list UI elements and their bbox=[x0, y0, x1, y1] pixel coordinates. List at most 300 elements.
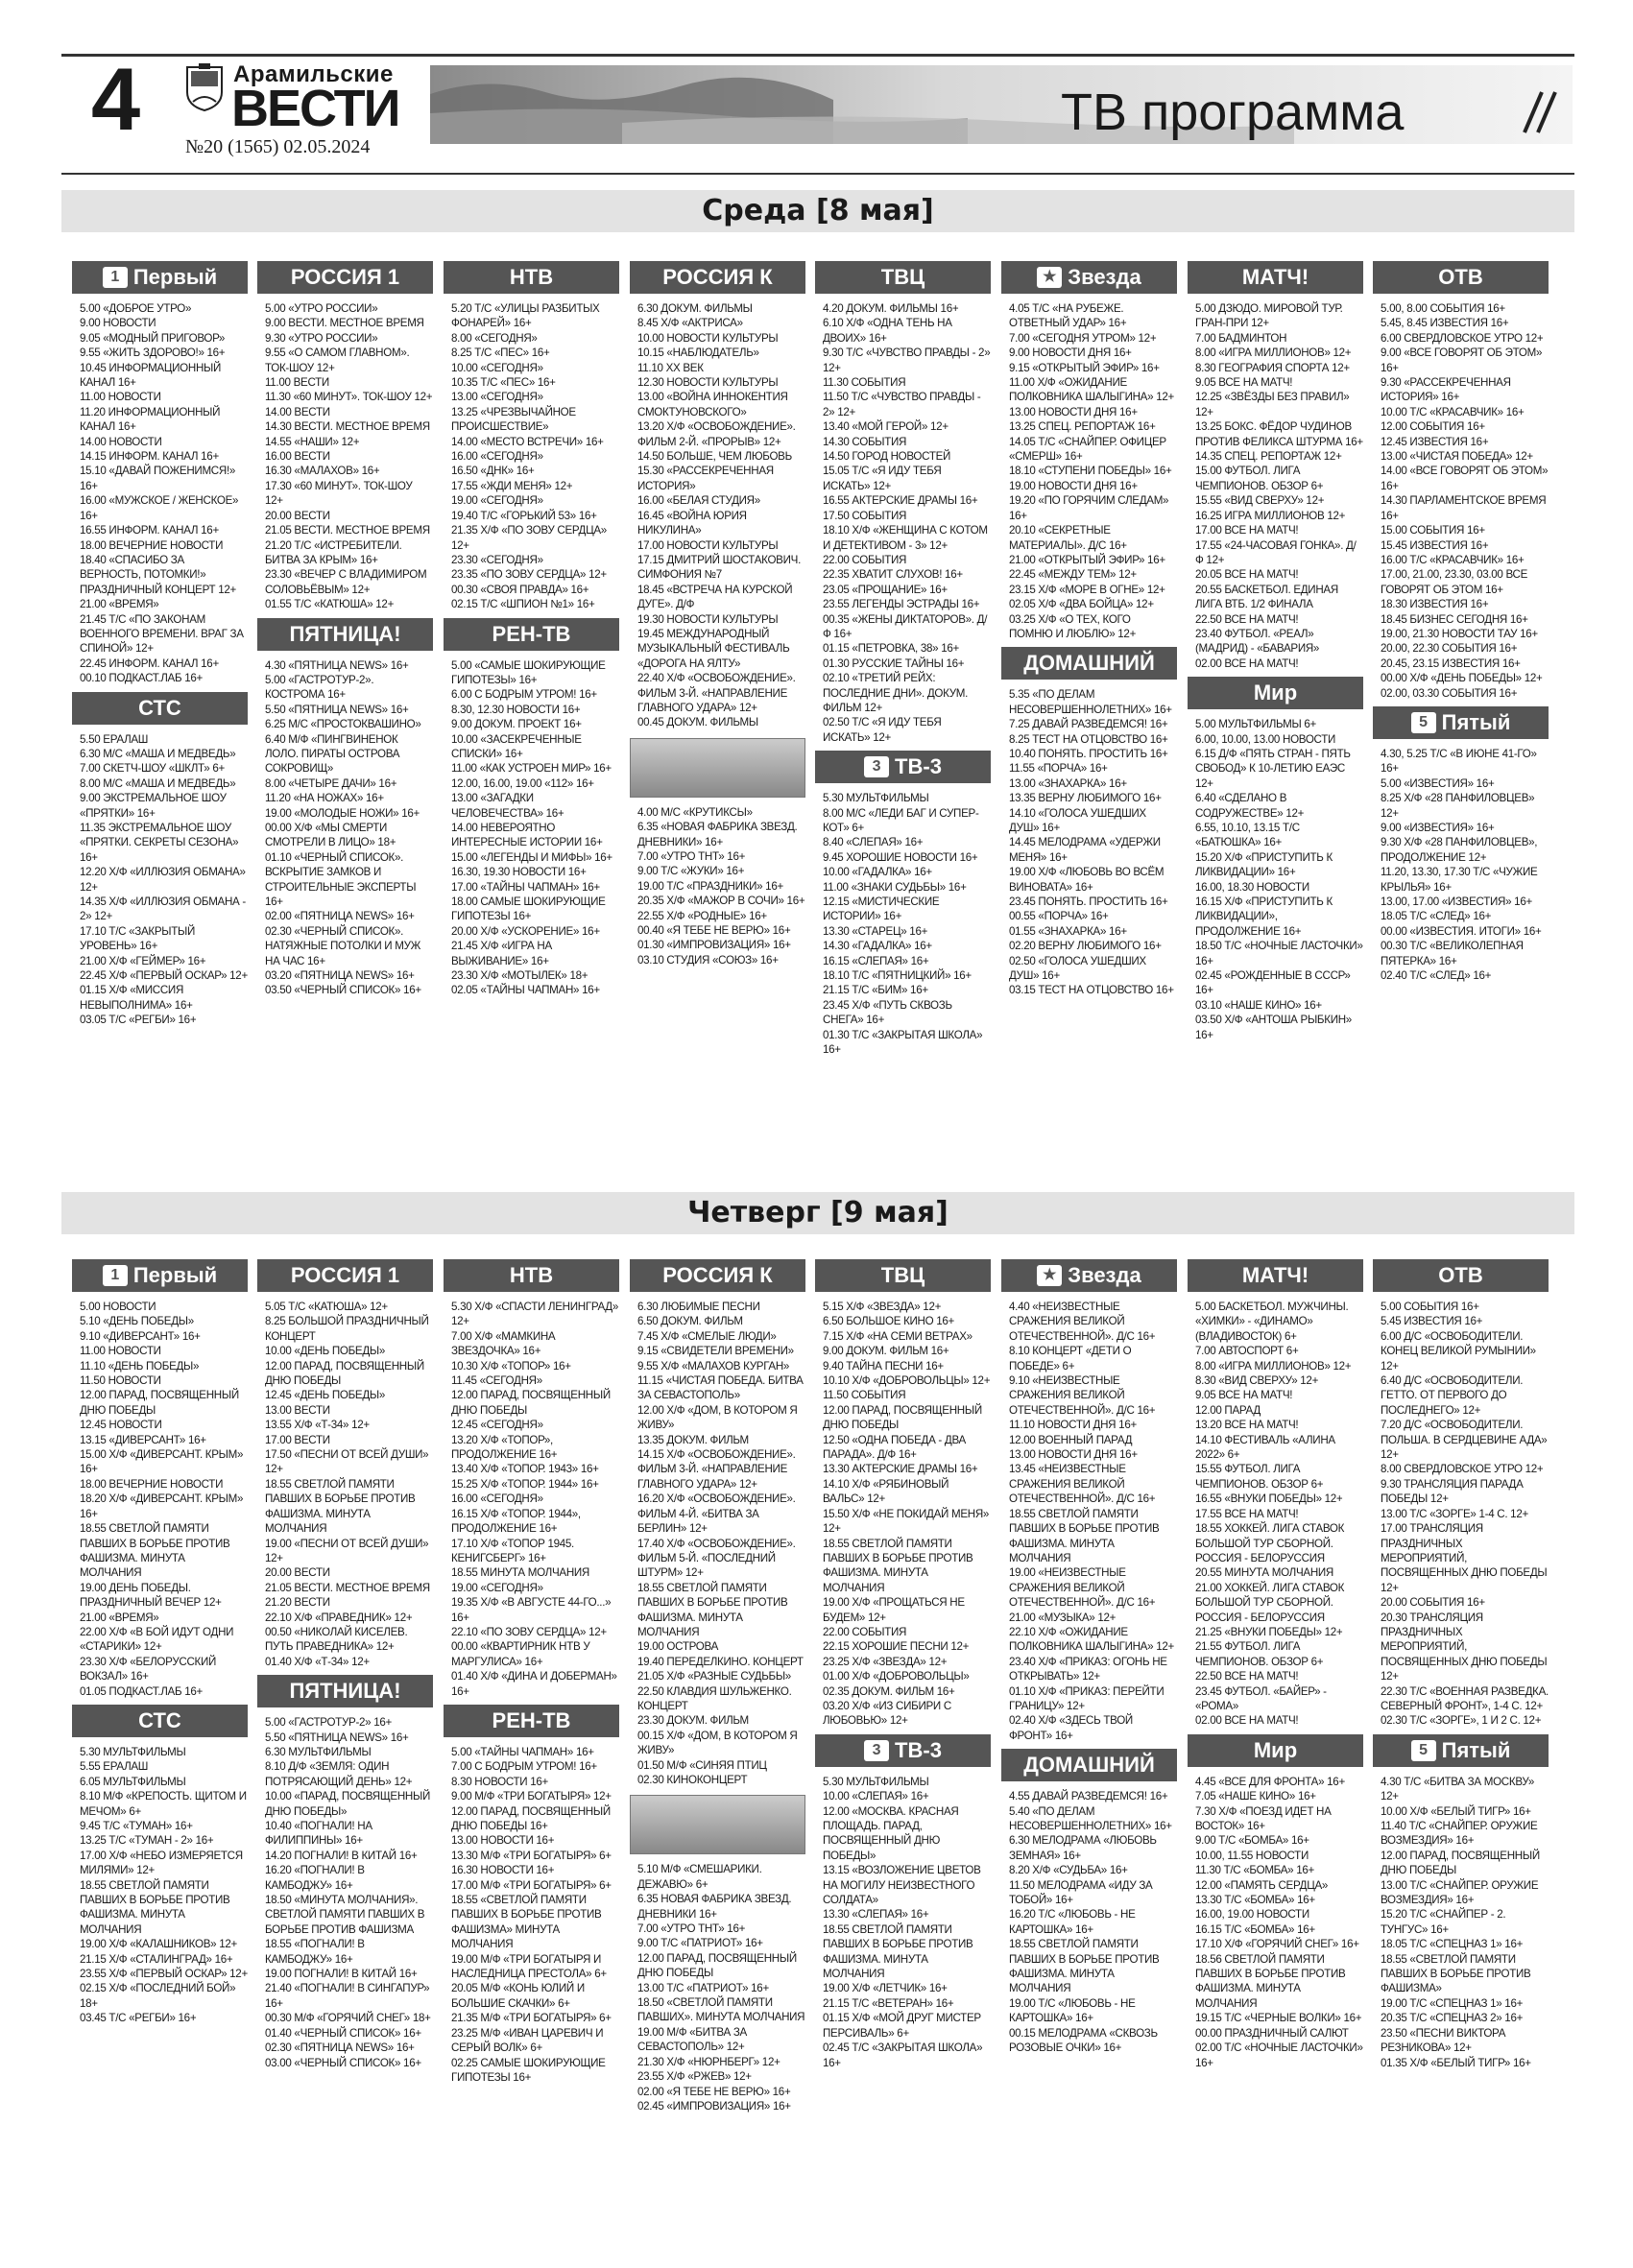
program-item: 16.30 НОВОСТИ 16+ bbox=[451, 1864, 555, 1877]
program-item: 7.00 БАДМИНТОН bbox=[1195, 331, 1287, 345]
program-item: 21.55 ФУТБОЛ. ЛИГА ЧЕМПИОНОВ. ОБЗОР 6+ bbox=[1195, 1640, 1324, 1668]
channel-header: МАТЧ! bbox=[1188, 261, 1363, 294]
program-item: 19.30 НОВОСТИ КУЛЬТУРЫ bbox=[637, 612, 779, 626]
program-item: 22.00 СОБЫТИЯ bbox=[823, 553, 907, 566]
program-list bbox=[257, 1715, 433, 2070]
program-item: 19.15 Т/С «ЧЕРНЫЕ ВОЛКИ» 16+ bbox=[1195, 2012, 1362, 2025]
program-item: 13.00 Т/С «СНАЙПЕР. ОРУЖИЕ ВОЗМЕЗДИЯ» 16+ bbox=[1381, 1878, 1539, 1907]
program-item: 20.00, 22.30 СОБЫТИЯ 16+ bbox=[1381, 642, 1518, 656]
program-item: 13.25 «ЧРЕЗВЫЧАЙНОЕ ПРОИСШЕСТВИЕ» bbox=[451, 405, 576, 434]
tv3-logo-icon: 3 bbox=[864, 756, 889, 777]
program-item: 15.55 «ВИД СВЕРХУ» 12+ bbox=[1195, 494, 1325, 508]
program-item: 14.30 СОБЫТИЯ bbox=[823, 435, 907, 448]
program-item: 19.00 Х/Ф «ЛЮБОВЬ ВО ВСЁМ ВИНОВАТА» 16+ bbox=[1009, 866, 1165, 894]
program-item: 18.55 СВЕТЛОЙ ПАМЯТИ ПАВШИХ В БОРЬБЕ ПРОТИВ ФАШИЗМА. МИНУТА МОЛЧАНИЯ bbox=[637, 1581, 788, 1638]
program-item: 02.05 «ТАЙНЫ ЧАПМАН» 16+ bbox=[451, 984, 600, 997]
double-slash-icon bbox=[1503, 88, 1561, 136]
program-item: 11.40 Т/С «СНАЙПЕР. ОРУЖИЕ ВОЗМЕЗДИЯ» 16+ bbox=[1381, 1820, 1538, 1848]
program-item: 15.55 ФУТБОЛ. ЛИГА ЧЕМПИОНОВ. ОБЗОР 6+ bbox=[1195, 1463, 1324, 1491]
program-item: 9.45 Т/С «ТУМАН» 16+ bbox=[80, 1820, 193, 1832]
program-item: 9.00 Т/С «БОМБА» 16+ bbox=[1195, 1834, 1309, 1848]
tnt-logo-image bbox=[630, 1795, 805, 1854]
program-item: 13.00 НОВОСТИ 16+ bbox=[451, 1834, 555, 1848]
program-item: 9.05 ВСЕ НА МАТЧ! bbox=[1195, 376, 1293, 390]
program-item: 23.25 М/Ф «ИВАН ЦАРЕВИЧ И СЕРЫЙ ВОЛК» 6+ bbox=[451, 2026, 604, 2055]
program-item: 21.20 Т/С «ИСТРЕБИТЕЛИ. БИТВА ЗА КРЫМ» 16+ bbox=[265, 538, 402, 566]
program-item: 17.00, 21.00, 23.30, 03.00 ВСЕ ГОВОРЯТ ОБ ЭТОМ 16+ bbox=[1381, 568, 1528, 596]
program-item: 14.10 ФЕСТИВАЛЬ «АЛИНА 2022» 6+ bbox=[1195, 1433, 1335, 1462]
program-list bbox=[1188, 1775, 1363, 2070]
program-item: 18.55 МИНУТА МОЛЧАНИЯ bbox=[451, 1566, 590, 1580]
program-item: 02.35 ДОКУМ. ФИЛЬМ 16+ bbox=[823, 1684, 955, 1698]
program-item: 22.50 ВСЕ НА МАТЧ! bbox=[1195, 612, 1299, 626]
program-item: 11.50 МЕЛОДРАМА «ИДУ ЗА ТОБОЙ» 16+ bbox=[1009, 1878, 1153, 1907]
program-item: 10.00 «СЕГОДНЯ» bbox=[451, 361, 543, 374]
program-item: 01.30 РУССКИЕ ТАЙНЫ 16+ bbox=[823, 657, 965, 670]
program-item: 21.00 Х/Ф «ГЕЙМЕР» 16+ bbox=[80, 954, 206, 967]
program-item: 19.00 «ПЕСНИ ОТ ВСЕЙ ДУШИ» 12+ bbox=[265, 1537, 429, 1564]
program-item: 9.55 «ЖИТЬ ЗДОРОВО!» 16+ bbox=[80, 346, 226, 360]
program-item: 19.00 ДЕНЬ ПОБЕДЫ. ПРАЗДНИЧНЫЙ ВЕЧЕР 12+ bbox=[80, 1581, 222, 1610]
program-item: 5.30 Х/Ф «СПАСТИ ЛЕНИНГРАД» 12+ bbox=[451, 1301, 619, 1328]
program-item: 02.40 Т/С «СЛЕД» 16+ bbox=[1381, 969, 1492, 983]
channel-header: МАТЧ! bbox=[1188, 1259, 1363, 1292]
program-item: 21.00 «ОТКРЫТЫЙ ЭФИР» 16+ bbox=[1009, 553, 1165, 566]
program-item: 4.30, 5.25 Т/С «В ИЮНЕ 41-ГО» 16+ bbox=[1381, 747, 1537, 776]
program-item: 6.00 Д/С «ОСВОБОДИТЕЛИ. КОНЕЦ ВЕЛИКОЙ РУМЫНИИ» 12+ bbox=[1381, 1329, 1536, 1373]
program-item: 10.40 «ПОГНАЛИ! НА ФИЛИППИНЫ» 16+ bbox=[265, 1820, 372, 1848]
channel-header: ОТВ bbox=[1373, 261, 1549, 294]
program-item: 00.35 «ЖЕНЫ ДИКТАТОРОВ». Д/Ф 16+ bbox=[823, 612, 988, 640]
program-item: 7.05 «НАШЕ КИНО» 16+ bbox=[1195, 1790, 1316, 1803]
program-item: 15.00 ФУТБОЛ. ЛИГА ЧЕМПИОНОВ. ОБЗОР 6+ bbox=[1195, 465, 1324, 492]
channel-column bbox=[1373, 261, 1549, 1189]
program-item: 10.00 «ЗАСЕКРЕЧЕННЫЕ СПИСКИ» 16+ bbox=[451, 732, 582, 760]
channel-header: РОССИЯ К bbox=[630, 1259, 805, 1292]
program-item: 13.00 «ЧИСТАЯ ПОБЕДА» 12+ bbox=[1381, 450, 1533, 464]
program-item: 21.25 «ВНУКИ ПОБЕДЫ» 12+ bbox=[1195, 1625, 1343, 1638]
program-list bbox=[1373, 1300, 1549, 1729]
program-item: 11.00 НОВОСТИ bbox=[80, 1345, 161, 1358]
program-item: 13.25 СПЕЦ. РЕПОРТАЖ 16+ bbox=[1009, 420, 1156, 434]
program-item: 13.00 «СЕГОДНЯ» bbox=[451, 391, 543, 404]
program-item: 12.00 «МОСКВА. КРАСНАЯ ПЛОЩАДЬ. ПАРАД, ПОСВЯЩЕННЫЙ ДНЮ ПОБЕДЫ» bbox=[823, 1804, 959, 1862]
program-item: 4.40 «НЕИЗВЕСТНЫЕ СРАЖЕНИЯ ВЕЛИКОЙ ОТЕЧЕСТВЕННОЙ». Д/С 16+ bbox=[1009, 1301, 1156, 1343]
channel-header: РОССИЯ 1 bbox=[257, 261, 433, 294]
program-item: 7.00 «УТРО ТНТ» 16+ bbox=[637, 1922, 746, 1936]
program-item: 5.00 БАСКЕТБОЛ. МУЖЧИНЫ. «ХИМКИ» - «ДИНАМО» (ВЛАДИВОСТОК) 6+ bbox=[1195, 1301, 1349, 1343]
program-item: 03.25 Х/Ф «О ТЕХ, КОГО ПОМНЮ И ЛЮБЛЮ» 12+ bbox=[1009, 612, 1137, 640]
channel-column bbox=[815, 1259, 991, 2248]
program-item: 23.25 Х/Ф «ЗВЕЗДА» 12+ bbox=[823, 1655, 948, 1668]
program-item: 10.00 «СЛЕПАЯ» 16+ bbox=[823, 1790, 929, 1803]
program-item: 18.10 Х/Ф «ЖЕНЩИНА С КОТОМ И ДЕТЕКТИВОМ - 3» 12+ bbox=[823, 524, 988, 552]
program-item: 8.00 «СЕГОДНЯ» bbox=[451, 331, 538, 345]
program-list bbox=[444, 658, 619, 998]
program-item: 12.00 Х/Ф «ДОМ, В КОТОРОМ Я ЖИВУ» bbox=[637, 1403, 798, 1432]
program-item: 15.05 Т/С «Я ИДУ ТЕБЯ ИСКАТЬ» 12+ bbox=[823, 465, 942, 492]
program-item: 01.55 Т/С «КАТЮША» 12+ bbox=[265, 598, 395, 611]
program-item: 17.00 Х/Ф «НЕБО ИЗМЕРЯЕТСЯ МИЛЯМИ» 12+ bbox=[80, 1849, 243, 1877]
program-item: 02.30 КИНОКОНЦЕРТ bbox=[637, 1774, 748, 1786]
program-list bbox=[815, 1300, 991, 1729]
program-item: 15.20 Х/Ф «ПРИСТУПИТЬ К ЛИКВИДАЦИИ» 16+ bbox=[1195, 850, 1333, 879]
program-item: 9.00 ДОКУМ. ПРОЕКТ 16+ bbox=[451, 718, 582, 731]
program-item: 22.00 Х/Ф «В БОЙ ИДУТ ОДНИ «СТАРИКИ» 12+ bbox=[80, 1625, 234, 1654]
program-item: 21.05 Х/Ф «РАЗНЫЕ СУДЬБЫ» bbox=[637, 1670, 791, 1683]
program-item: 8.00 М/С «ЛЕДИ БАГ И СУПЕР-КОТ» 6+ bbox=[823, 806, 979, 834]
program-item: 16.00 ВЕСТИ bbox=[265, 450, 330, 464]
program-item: 12.00 ПАРАД, ПОСВЯЩЕННЫЙ ДНЮ ПОБЕДЫ bbox=[823, 1403, 982, 1432]
program-item: 6.15 Д/Ф «ПЯТЬ СТРАН - ПЯТЬ СВОБОД» К 10-ЛЕТИЮ ЕАЭС 12+ bbox=[1195, 747, 1351, 790]
program-item: 02.00 ВСЕ НА МАТЧ! bbox=[1195, 657, 1299, 670]
program-item: 23.30 ДОКУМ. ФИЛЬМ bbox=[637, 1714, 749, 1728]
program-item: 11.45 «СЕГОДНЯ» bbox=[451, 1374, 542, 1388]
program-item: 00.10 ПОДКАСТ.ЛАБ 16+ bbox=[80, 672, 203, 685]
channel-header: ОТВ bbox=[1373, 1259, 1549, 1292]
program-item: 17.55 ВСЕ НА МАТЧ! bbox=[1195, 1507, 1299, 1520]
program-item: 8.00 «ЧЕТЫРЕ ДАЧИ» 16+ bbox=[265, 776, 397, 790]
channel-column bbox=[444, 1259, 619, 2248]
program-item: 12.00 ПАРАД, ПОСВЯЩЕННЫЙ ДНЮ ПОБЕДЫ bbox=[637, 1951, 797, 1980]
program-item: 00.00 Х/Ф «МЫ СМЕРТИ СМОТРЕЛИ В ЛИЦО» 18+ bbox=[265, 822, 396, 849]
program-item: 12.15 «МИСТИЧЕСКИЕ ИСТОРИИ» 16+ bbox=[823, 895, 940, 923]
channel-column bbox=[257, 261, 433, 1189]
program-item: 21.20 ВЕСТИ bbox=[265, 1596, 330, 1610]
program-item: 19.00 «СЕГОДНЯ» bbox=[451, 494, 543, 508]
program-item: 13.40 «МОЙ ГЕРОЙ» 12+ bbox=[823, 420, 949, 434]
program-item: 5.35 «ПО ДЕЛАМ НЕСОВЕРШЕННОЛЕТНИХ» 16+ bbox=[1009, 688, 1172, 716]
program-item: 10.45 ИНФОРМАЦИОННЫЙ КАНАЛ 16+ bbox=[80, 361, 222, 390]
program-item: 02.15 Т/С «ШПИОН №1» 16+ bbox=[451, 598, 595, 611]
program-item: 17.10 Х/Ф «ТОПОР 1945. КЕНИГСБЕРГ» 16+ bbox=[451, 1537, 574, 1564]
program-item: 6.40 М/Ф «ПИНГВИНЕНОК ЛОЛО. ПИРАТЫ ОСТРОВА СОКРОВИЩ» bbox=[265, 732, 400, 776]
program-item: 10.35 Т/С «ПЕС» 16+ bbox=[451, 376, 556, 390]
program-item: 00.30 «СВОЯ ПРАВДА» 16+ bbox=[451, 583, 589, 596]
program-item: 7.30 Х/Ф «ПОЕЗД ИДЕТ НА ВОСТОК» 16+ bbox=[1195, 1804, 1332, 1832]
newspaper-logo bbox=[185, 58, 416, 158]
program-item: 00.00 ПРАЗДНИЧНЫЙ САЛЮТ bbox=[1195, 2026, 1349, 2040]
program-item: 20.05 М/Ф «КОНЬ ЮЛИЙ И БОЛЬШИЕ СКАЧКИ» 6+ bbox=[451, 1982, 585, 2010]
program-item: 01.15 Х/Ф «МИССИЯ НЕВЫПОЛНИМА» 16+ bbox=[80, 984, 193, 1012]
program-item: 13.35 ДОКУМ. ФИЛЬМ bbox=[637, 1433, 749, 1446]
program-item: 20.00 СОБЫТИЯ 16+ bbox=[1381, 1596, 1485, 1610]
program-item: 18.55 СВЕТЛОЙ ПАМЯТИ ПАВШИХ В БОРЬБЕ ПРОТИВ ФАШИЗМА. МИНУТА МОЛЧАНИЯ bbox=[80, 1522, 230, 1580]
program-item: 23.35 «ПО ЗОВУ СЕРДЦА» 12+ bbox=[451, 568, 607, 582]
program-item: 9.15 «ОТКРЫТЫЙ ЭФИР» 16+ bbox=[1009, 361, 1160, 374]
program-item: 22.45 Х/Ф «ПЕРВЫЙ ОСКАР» 12+ bbox=[80, 969, 248, 983]
program-item: 03.20 Х/Ф «ИЗ СИБИРИ С ЛЮБОВЬЮ» 12+ bbox=[823, 1699, 951, 1728]
program-item: 14.30 «ГАДАЛКА» 16+ bbox=[823, 940, 932, 953]
channel-column bbox=[1001, 1259, 1177, 2248]
program-item: 18.50 «МИНУТА МОЛЧАНИЯ». СВЕТЛОЙ ПАМЯТИ ПАВШИХ В БОРЬБЕ ПРОТИВ ФАШИЗМА bbox=[265, 1894, 425, 1936]
program-item: 21.45 Х/Ф «ИГРА НА ВЫЖИВАНИЕ» 16+ bbox=[451, 940, 552, 967]
program-item: 02.45 Т/С «ЗАКРЫТАЯ ШКОЛА» 16+ bbox=[823, 2041, 983, 2069]
program-item: 20.35 Х/Ф «МАЖОР В СОЧИ» 16+ bbox=[637, 895, 805, 908]
program-item: 12.00 ПАРАД, ПОСВЯЩЕННЫЙ ДНЮ ПОБЕДЫ bbox=[265, 1359, 424, 1388]
program-item: 9.00 М/Ф «ТРИ БОГАТЫРЯ» 12+ bbox=[451, 1790, 612, 1803]
tv3-logo-icon: 3 bbox=[864, 1740, 889, 1761]
program-item: 02.45 «ИМПРОВИЗАЦИЯ» 16+ bbox=[637, 2099, 791, 2113]
program-item: 15.00 СОБЫТИЯ 16+ bbox=[1381, 524, 1485, 537]
program-item: 17.00 М/Ф «ТРИ БОГАТЫРЯ» 6+ bbox=[451, 1878, 612, 1892]
program-item: 03.10 СТУДИЯ «СОЮЗ» 16+ bbox=[637, 953, 779, 967]
program-item: 11.00 «КАК УСТРОЕН МИР» 16+ bbox=[451, 762, 612, 776]
program-item: 23.30 «СЕГОДНЯ» bbox=[451, 553, 543, 566]
program-item: 20.00 Х/Ф «УСКОРЕНИЕ» 16+ bbox=[451, 924, 600, 938]
program-item: 11.15 «ЧИСТАЯ ПОБЕДА. БИТВА ЗА СЕВАСТОПОЛЬ» bbox=[637, 1374, 804, 1402]
program-item: 10.00 Х/Ф «БЕЛЫЙ ТИГР» 16+ bbox=[1381, 1804, 1531, 1818]
program-item: 19.40 Т/С «ГОРЬКИЙ 53» 16+ bbox=[451, 509, 597, 522]
program-item: 18.55 СВЕТЛОЙ ПАМЯТИ ПАВШИХ В БОРЬБЕ ПРОТИВ ФАШИЗМА. МИНУТА МОЛЧАНИЯ bbox=[823, 1537, 973, 1594]
program-item: 10.00, 11.55 НОВОСТИ bbox=[1195, 1849, 1309, 1862]
program-item: 13.55 Х/Ф «Т-34» 12+ bbox=[265, 1419, 370, 1432]
program-item: 00.00 «ИЗВЕСТИЯ. ИТОГИ» 16+ bbox=[1381, 924, 1542, 938]
program-item: 13.00 Т/С «ПАТРИОТ» 16+ bbox=[637, 1981, 769, 1994]
program-item: 22.50 ВСЕ НА МАТЧ! bbox=[1195, 1670, 1299, 1683]
program-item: 8.10 Д/Ф «ЗЕМЛЯ: ОДИН ПОТРЯСАЮЩИЙ ДЕНЬ» 12+ bbox=[265, 1760, 413, 1788]
program-item: 5.00 ДЗЮДО. МИРОВОЙ ТУР. ГРАН-ПРИ 12+ bbox=[1195, 302, 1343, 330]
program-item: 20.00 ВЕСТИ bbox=[265, 509, 330, 522]
program-item: 20.45, 23.15 ИЗВЕСТИЯ 16+ bbox=[1381, 657, 1521, 670]
program-item: 4.00 М/С «КРУТИКСЫ» bbox=[637, 805, 753, 819]
program-item: 8.25 Х/Ф «28 ПАНФИЛОВЦЕВ» 12+ bbox=[1381, 792, 1535, 820]
program-item: 00.30 Т/С «ВЕЛИКОЛЕПНАЯ ПЯТЕРКА» 16+ bbox=[1381, 940, 1524, 967]
program-item: 14.10 Х/Ф «РЯБИНОВЫЙ ВАЛЬС» 12+ bbox=[823, 1477, 949, 1506]
program-item: 6.30 ЛЮБИМЫЕ ПЕСНИ bbox=[637, 1301, 760, 1313]
program-item: 14.00 НЕВЕРОЯТНО ИНТЕРЕСНЫЕ ИСТОРИИ 16+ bbox=[451, 822, 603, 849]
program-item: 14.10 «ГОЛОСА УШЕДШИХ ДУШ» 16+ bbox=[1009, 806, 1146, 834]
program-item: 15.00 «ЛЕГЕНДЫ И МИФЫ» 16+ bbox=[451, 850, 612, 864]
channel-header: ТВЦ bbox=[815, 261, 991, 294]
program-item: 19.00 «НЕИЗВЕСТНЫЕ СРАЖЕНИЯ ВЕЛИКОЙ ОТЕЧЕСТВЕННОЙ». Д/С 16+ bbox=[1009, 1566, 1156, 1610]
program-list bbox=[630, 805, 805, 967]
program-item: 13.20 ВСЕ НА МАТЧ! bbox=[1195, 1419, 1299, 1432]
program-item: 21.00 «ВРЕМЯ» bbox=[80, 1611, 159, 1624]
program-item: 22.10 «ПО ЗОВУ СЕРДЦА» 12+ bbox=[451, 1625, 607, 1638]
program-item: 9.00 Т/С «ПАТРИОТ» 16+ bbox=[637, 1937, 763, 1950]
program-item: 19.35 Х/Ф «В АВГУСТЕ 44-ГО...» 16+ bbox=[451, 1596, 612, 1624]
program-item: 9.55 «О САМОМ ГЛАВНОМ». ТОК-ШОУ 12+ bbox=[265, 346, 410, 374]
program-item: 13.35 ВЕРНУ ЛЮБИМОГО 16+ bbox=[1009, 792, 1162, 805]
program-item: 13.00 НОВОСТИ ДНЯ 16+ bbox=[1009, 1448, 1138, 1462]
program-list bbox=[1001, 687, 1177, 998]
program-item: 5.50 «ПЯТНИЦА NEWS» 16+ bbox=[265, 1731, 409, 1744]
program-item: 17.50 СОБЫТИЯ bbox=[823, 509, 907, 522]
channel-header: ТВЦ bbox=[815, 1259, 991, 1292]
program-item: 8.30 НОВОСТИ 16+ bbox=[451, 1775, 549, 1788]
program-item: 01.15 Х/Ф «МОЙ ДРУГ МИСТЕР ПЕРСИВАЛЬ» 6+ bbox=[823, 2012, 981, 2040]
program-list bbox=[1001, 301, 1177, 641]
program-item: 11.20 ИНФОРМАЦИОННЫЙ КАНАЛ 16+ bbox=[80, 405, 221, 434]
program-item: 5.00 СОБЫТИЯ 16+ bbox=[1381, 1301, 1479, 1313]
program-item: 7.00 СКЕТЧ-ШОУ «ШКЛТ» 6+ bbox=[80, 762, 225, 776]
program-item: 14.00 ВЕСТИ bbox=[265, 405, 330, 418]
program-item: 4.30 «ПЯТНИЦА NEWS» 16+ bbox=[265, 658, 409, 672]
program-item: 20.00 ВЕСТИ bbox=[265, 1566, 330, 1580]
program-item: 7.00 АВТОСПОРТ 6+ bbox=[1195, 1345, 1299, 1358]
coat-of-arms-icon bbox=[185, 63, 224, 111]
program-item: 01.05 ПОДКАСТ.ЛАБ 16+ bbox=[80, 1684, 203, 1698]
program-item: 9.00 ЭКСТРЕМАЛЬНОЕ ШОУ «ПРЯТКИ» 16+ bbox=[80, 792, 227, 820]
program-item: 14.15 ИНФОРМ. КАНАЛ 16+ bbox=[80, 450, 219, 464]
program-item: 03.05 Т/С «РЕГБИ» 16+ bbox=[80, 1014, 197, 1027]
program-item: 14.30 ВЕСТИ. МЕСТНОЕ ВРЕМЯ bbox=[265, 420, 430, 434]
program-item: 16.45 «ВОЙНА ЮРИЯ НИКУЛИНА» bbox=[637, 509, 747, 537]
program-item: 18.55 СВЕТЛОЙ ПАМЯТИ ПАВШИХ В БОРЬБЕ ПРОТИВ ФАШИЗМА. МИНУТА МОЛЧАНИЯ bbox=[1009, 1938, 1160, 1995]
program-item: 11.35 ЭКСТРЕМАЛЬНОЕ ШОУ «ПРЯТКИ. СЕКРЕТЫ СЕЗОНА» 16+ bbox=[80, 822, 239, 864]
program-item: 02.00 «Я ТЕБЕ НЕ ВЕРЮ» 16+ bbox=[637, 2085, 791, 2098]
program-item: 8.40 «СЛЕПАЯ» 16+ bbox=[823, 836, 924, 849]
program-item: 18.00 ВЕЧЕРНИЕ НОВОСТИ bbox=[80, 1477, 224, 1491]
program-item: 8.45 Х/Ф «АКТРИСА» bbox=[637, 317, 743, 330]
program-item: 9.30 «УТРО РОССИИ» bbox=[265, 331, 378, 345]
program-item: 10.00 Т/С «КРАСАВЧИК» 16+ bbox=[1381, 405, 1525, 418]
channel-header: ПЯТНИЦА! bbox=[257, 1675, 433, 1707]
program-item: 23.45 Х/Ф «ПУТЬ СКВОЗЬ СНЕГА» 16+ bbox=[823, 998, 952, 1027]
program-item: 10.00 НОВОСТИ КУЛЬТУРЫ bbox=[637, 331, 779, 345]
program-item: 5.30 МУЛЬТФИЛЬМЫ bbox=[80, 1745, 186, 1758]
program-item: 14.50 ГОРОД НОВОСТЕЙ bbox=[823, 450, 951, 464]
page-number: 4 bbox=[91, 51, 141, 149]
program-item: 22.10 Х/Ф «ПРАВЕДНИК» 12+ bbox=[265, 1611, 413, 1624]
program-item: 21.40 «ПОГНАЛИ! В СИНГАПУР» 16+ bbox=[265, 1982, 430, 2010]
program-item: 5.00, 8.00 СОБЫТИЯ 16+ bbox=[1381, 302, 1505, 315]
program-item: 5.00 «ГАСТРОТУР-2». КОСТРОМА 16+ bbox=[265, 673, 374, 702]
program-item: 02.50 Т/С «Я ИДУ ТЕБЯ ИСКАТЬ» 12+ bbox=[823, 716, 942, 744]
channel-column bbox=[815, 261, 991, 1189]
program-item: 02.30 Т/С «ЗОРГЕ», 1 И 2 С. 12+ bbox=[1381, 1714, 1542, 1728]
program-item: 7.45 Х/Ф «СМЕЛЫЕ ЛЮДИ» bbox=[637, 1329, 777, 1343]
channel-header: СТС bbox=[72, 692, 248, 725]
program-list bbox=[444, 1745, 619, 2085]
program-item: 10.40 ПОНЯТЬ. ПРОСТИТЬ 16+ bbox=[1009, 747, 1168, 760]
program-item: 17.30 «60 МИНУТ». ТОК-ШОУ 12+ bbox=[265, 479, 413, 508]
program-item: 9.00 НОВОСТИ ДНЯ 16+ bbox=[1009, 346, 1132, 360]
program-item: 02.15 Х/Ф «ПОСЛЕДНИЙ БОЙ» 18+ bbox=[80, 1982, 236, 2010]
program-item: 19.00 М/Ф «БИТВА ЗА СЕВАСТОПОЛЬ» 12+ bbox=[637, 2025, 747, 2054]
program-item: 5.10 «ДЕНЬ ПОБЕДЫ» bbox=[80, 1315, 194, 1328]
program-item: 9.00 «ВСЕ ГОВОРЯТ ОБ ЭТОМ» 16+ bbox=[1381, 346, 1543, 374]
program-item: 4.55 ДАВАЙ РАЗВЕДЕМСЯ! 16+ bbox=[1009, 1790, 1168, 1803]
program-item: 5.00 «САМЫЕ ШОКИРУЮЩИЕ ГИПОТЕЗЫ» 16+ bbox=[451, 658, 606, 686]
program-item: 9.30 «РАССЕКРЕЧЕННАЯ ИСТОРИЯ» 16+ bbox=[1381, 376, 1511, 404]
program-item: 11.20 «НА НОЖАХ» 16+ bbox=[265, 792, 384, 805]
program-item: 17.15 ДМИТРИЙ ШОСТАКОВИЧ. СИМФОНИЯ №7 bbox=[637, 553, 801, 582]
program-list bbox=[444, 301, 619, 612]
program-item: 17.00 ТРАНСЛЯЦИЯ ПРАЗДНИЧНЫХ МЕРОПРИЯТИЙ, ПОСВЯЩЕННЫХ ДНЮ ПОБЕДЫ 12+ bbox=[1381, 1522, 1548, 1594]
program-item: 00.45 ДОКУМ. ФИЛЬМЫ bbox=[637, 716, 758, 729]
program-item: 12.00 ПАРАД, ПОСВЯЩЕННЫЙ ДНЮ ПОБЕДЫ bbox=[451, 1389, 611, 1417]
program-item: 17.55 «24-ЧАСОВАЯ ГОНКА». Д/Ф 12+ bbox=[1195, 538, 1357, 566]
program-item: 12.45 «СЕГОДНЯ» bbox=[451, 1419, 543, 1432]
channel-header: ★ Звезда bbox=[1001, 261, 1177, 294]
program-item: 15.25 Х/Ф «ТОПОР. 1944» 16+ bbox=[451, 1477, 599, 1491]
program-item: 02.00 «ПЯТНИЦА NEWS» 16+ bbox=[265, 910, 415, 923]
program-item: 9.05 ВСЕ НА МАТЧ! bbox=[1195, 1389, 1293, 1402]
program-item: 6.50 БОЛЬШОЕ КИНО 16+ bbox=[823, 1315, 955, 1328]
program-item: 02.20 ВЕРНУ ЛЮБИМОГО 16+ bbox=[1009, 940, 1162, 953]
program-item: 01.30 Т/С «ЗАКРЫТАЯ ШКОЛА» 16+ bbox=[823, 1028, 983, 1057]
program-item: 15.50 Х/Ф «НЕ ПОКИДАЙ МЕНЯ» 12+ bbox=[823, 1507, 990, 1536]
program-item: 01.35 Х/Ф «БЕЛЫЙ ТИГР» 16+ bbox=[1381, 2056, 1531, 2069]
section-title: ТВ программа bbox=[1061, 84, 1405, 141]
program-item: 11.00 «ЗНАКИ СУДЬБЫ» 16+ bbox=[823, 880, 967, 894]
day-header-thursday: Четверг [9 мая] bbox=[61, 1192, 1574, 1234]
program-list bbox=[1188, 301, 1363, 671]
program-item: 19.00 Х/Ф «ЛЕТЧИК» 16+ bbox=[823, 1982, 948, 1995]
program-item: 18.05 Т/С «СПЕЦНАЗ 1» 16+ bbox=[1381, 1938, 1524, 1951]
program-item: 7.20 Д/С «ОСВОБОДИТЕЛИ. ПОЛЬША. В СЕРДЦЕВИНЕ АДА» 12+ bbox=[1381, 1419, 1548, 1462]
program-item: 5.00 «ТАЙНЫ ЧАПМАН» 16+ bbox=[451, 1745, 594, 1758]
program-item: 23.55 Х/Ф «ПЕРВЫЙ ОСКАР» 12+ bbox=[80, 1968, 248, 1981]
program-item: 16.15 «СЛЕПАЯ» 16+ bbox=[823, 954, 929, 967]
channel-header: Мир bbox=[1188, 1734, 1363, 1767]
star-icon: ★ bbox=[1037, 1265, 1062, 1286]
program-item: 19.45 МЕЖДУНАРОДНЫЙ МУЗЫКАЛЬНЫЙ ФЕСТИВАЛЬ «ДОРОГА НА ЯЛТУ» bbox=[637, 627, 790, 670]
program-list bbox=[257, 658, 433, 998]
program-item: 8.20 Х/Ф «СУДЬБА» 16+ bbox=[1009, 1864, 1128, 1877]
program-item: 12.00 ВОЕННЫЙ ПАРАД bbox=[1009, 1433, 1133, 1446]
program-item: 14.35 Х/Ф «ИЛЛЮЗИЯ ОБМАНА - 2» 12+ bbox=[80, 895, 246, 923]
program-item: 12.20 Х/Ф «ИЛЛЮЗИЯ ОБМАНА» 12+ bbox=[80, 866, 246, 894]
program-item: 21.00 ХОККЕЙ. ЛИГА СТАВОК БОЛЬШОЙ ТУР СБОРНОЙ. РОССИЯ - БЕЛОРУССИЯ bbox=[1195, 1581, 1345, 1624]
program-item: 8.30 ГЕОГРАФИЯ СПОРТА 12+ bbox=[1195, 361, 1350, 374]
program-item: 19.00 Х/Ф «ПРОЩАТЬСЯ НЕ БУДЕМ» 12+ bbox=[823, 1596, 965, 1624]
program-item: 02.30 «ЧЕРНЫЙ СПИСОК». НАТЯЖНЫЕ ПОТОЛКИ И МУЖ НА ЧАС 16+ bbox=[265, 924, 421, 967]
program-item: 5.45, 8.45 ИЗВЕСТИЯ 16+ bbox=[1381, 317, 1509, 330]
program-item: 9.05 «МОДНЫЙ ПРИГОВОР» bbox=[80, 331, 226, 345]
program-item: 13.00, 17.00 «ИЗВЕСТИЯ» 16+ bbox=[1381, 895, 1532, 909]
program-item: 9.00 Т/С «ЖУКИ» 16+ bbox=[637, 865, 745, 878]
program-item: 5.50 «ПЯТНИЦА NEWS» 16+ bbox=[265, 703, 409, 716]
program-item: 13.40 Х/Ф «ТОПОР. 1943» 16+ bbox=[451, 1463, 599, 1476]
program-item: 6.00 С БОДРЫМ УТРОМ! 16+ bbox=[451, 688, 597, 702]
program-item: 19.00 Т/С «ПРАЗДНИКИ» 16+ bbox=[637, 879, 783, 893]
program-item: 19.00 ОСТРОВА bbox=[637, 1640, 718, 1654]
program-item: 19.00 Т/С «ЛЮБОВЬ - НЕ КАРТОШКА» 16+ bbox=[1009, 1996, 1136, 2025]
program-item: 10.00 «ГАДАЛКА» 16+ bbox=[823, 866, 932, 879]
five-logo-icon: 5 bbox=[1411, 1740, 1436, 1761]
channel-column bbox=[1373, 1259, 1549, 2248]
program-item: 11.10 «ДЕНЬ ПОБЕДЫ» bbox=[80, 1359, 200, 1373]
program-item: 13.30 «СЛЕПАЯ» 16+ bbox=[823, 1908, 929, 1922]
program-item: 16.20 Т/С «ЛЮБОВЬ - НЕ КАРТОШКА» 16+ bbox=[1009, 1908, 1136, 1936]
program-list bbox=[72, 1745, 248, 2026]
program-item: 02.00 ВСЕ НА МАТЧ! bbox=[1195, 1714, 1299, 1728]
channel-header: 1 Первый bbox=[72, 1259, 248, 1292]
program-item: 19.00 «МОЛОДЫЕ НОЖИ» 16+ bbox=[265, 806, 420, 820]
top-rule bbox=[61, 54, 1574, 57]
program-item: 23.40 ФУТБОЛ. «РЕАЛ» (МАДРИД) - «БАВАРИЯ» bbox=[1195, 627, 1320, 656]
program-item: 22.00 СОБЫТИЯ bbox=[823, 1625, 907, 1638]
program-item: 22.15 ХОРОШИЕ ПЕСНИ 12+ bbox=[823, 1640, 970, 1654]
program-item: 9.40 ТАЙНА ПЕСНИ 16+ bbox=[823, 1359, 944, 1373]
program-item: 17.50 «ПЕСНИ ОТ ВСЕЙ ДУШИ» 12+ bbox=[265, 1448, 429, 1476]
program-list bbox=[1188, 1300, 1363, 1729]
program-item: 13.00 «ВОЙНА ИННОКЕНТИЯ СМОКТУНОВСКОГО» bbox=[637, 391, 788, 418]
program-item: 02.45 «РОЖДЕННЫЕ В СССР» 16+ bbox=[1195, 969, 1351, 997]
program-item: 01.40 «ЧЕРНЫЙ СПИСОК» 16+ bbox=[265, 2026, 421, 2040]
channel-column bbox=[72, 1259, 248, 2248]
program-item: 14.20 ПОГНАЛИ! В КИТАЙ 16+ bbox=[265, 1849, 418, 1862]
channel-column bbox=[444, 261, 619, 1189]
program-item: 13.00 «ЗАГАДКИ ЧЕЛОВЕЧЕСТВА» 16+ bbox=[451, 792, 564, 820]
program-item: 23.05 «ПРОЩАНИЕ» 16+ bbox=[823, 583, 948, 596]
program-item: 12.00 ПАРАД, ПОСВЯЩЕННЫЙ ДНЮ ПОБЕДЫ bbox=[80, 1389, 239, 1417]
program-item: 02.25 САМЫЕ ШОКИРУЮЩИЕ ГИПОТЕЗЫ 16+ bbox=[451, 2056, 606, 2084]
program-item: 18.50 Т/С «НОЧНЫЕ ЛАСТОЧКИ» 16+ bbox=[1195, 940, 1363, 967]
